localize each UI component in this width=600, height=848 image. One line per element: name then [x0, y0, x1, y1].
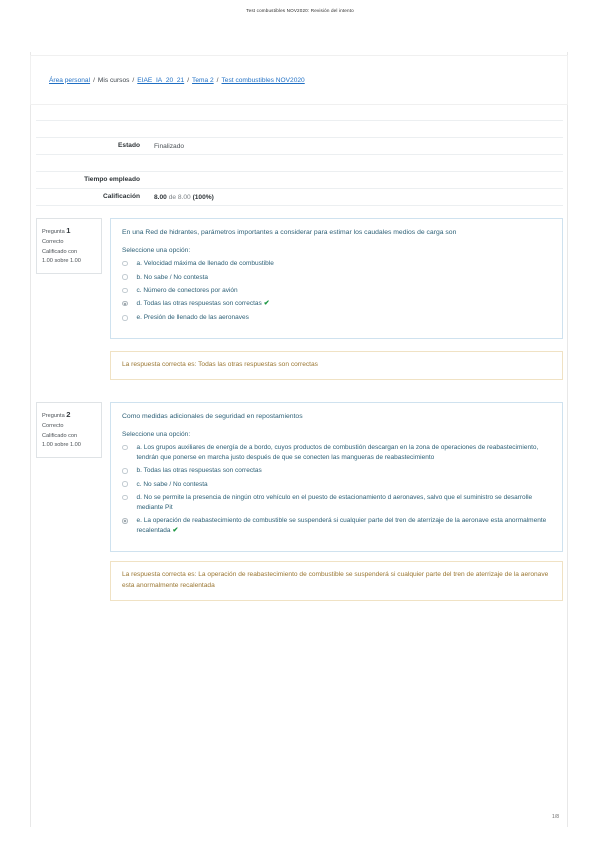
- question-state-1: Correcto: [42, 238, 64, 245]
- summary-value-estado: Finalizado: [146, 138, 563, 155]
- radio-icon[interactable]: [122, 261, 128, 267]
- main-content: [36, 120, 563, 601]
- grade-total: 8.00: [177, 193, 191, 201]
- answer-option-2e[interactable]: [122, 516, 550, 537]
- radio-icon-selected[interactable]: [122, 301, 128, 307]
- question-marked-value-2: 1.00 sobre 1.00: [42, 442, 81, 449]
- answer-label-1d: [137, 299, 551, 310]
- question-marked-label-2: Calificado con: [42, 432, 78, 439]
- summary-label-estado: Estado: [36, 138, 146, 155]
- summary-row-estado: [36, 138, 563, 155]
- answer-option-1e[interactable]: [122, 313, 550, 323]
- question-block-1: [36, 218, 563, 339]
- answer-label-2d: d. No se permite la presencia de ningún otro vehículo en el puesto de estacionamiento d aeronaves, salvo que el suministro se desarrolle mediante Pit: [136, 494, 533, 512]
- answer-label-2e: [137, 516, 551, 537]
- answer-option-2a[interactable]: [122, 443, 550, 463]
- page-number: 1/8: [552, 814, 559, 820]
- question-number-2: 2: [66, 410, 71, 420]
- question-text-2: Como medidas adicionales de seguridad en repostamientos: [122, 413, 303, 421]
- breadcrumb-item-course[interactable]: EIAE_IA_20_21: [137, 76, 185, 84]
- answer-label-text-1d: d. Todas las otras respuestas son correctas: [136, 300, 262, 308]
- question-number-label-2: [42, 408, 97, 422]
- breadcrumb-separator: /: [93, 76, 95, 84]
- grade-of-word: de: [168, 193, 177, 201]
- answer-label-2b: b. Todas las otras respuestas son correctas: [136, 467, 262, 475]
- answer-option-2d[interactable]: [122, 493, 550, 513]
- radio-icon-selected[interactable]: [122, 518, 128, 524]
- radio-icon[interactable]: [122, 481, 128, 487]
- answer-option-1c[interactable]: [122, 286, 550, 296]
- breadcrumb: [49, 77, 305, 84]
- question-state-2: Correcto: [42, 422, 64, 429]
- question-prompt-1: Seleccione una opción:: [122, 247, 191, 255]
- breadcrumb-item-mis-cursos: Mis cursos: [97, 76, 130, 84]
- grade-percent: (100%): [192, 193, 214, 201]
- breadcrumb-separator: /: [187, 76, 190, 84]
- breadcrumb-separator: /: [132, 76, 135, 84]
- answer-option-1a[interactable]: [122, 259, 550, 269]
- grade-earned: 8.00: [154, 193, 167, 201]
- question-number-1: 1: [66, 226, 71, 235]
- radio-icon[interactable]: [122, 468, 128, 474]
- question-feedback-1: La respuesta correcta es: Todas las otras respuestas son correctas: [110, 351, 563, 380]
- summary-spacer-row: [36, 155, 563, 172]
- radio-icon[interactable]: [122, 315, 128, 321]
- question-info-2: [36, 402, 102, 458]
- question-marked-value-1: 1.00 sobre 1.00: [42, 258, 81, 265]
- answer-option-2b[interactable]: [122, 466, 550, 476]
- answer-label-2c: c. No sabe / No contesta: [136, 480, 208, 488]
- summary-label-calificacion: Calificación: [36, 189, 146, 206]
- breadcrumb-container: [30, 55, 568, 105]
- answer-option-1d[interactable]: [122, 299, 550, 310]
- radio-icon[interactable]: [122, 288, 128, 294]
- radio-icon[interactable]: [122, 445, 128, 451]
- breadcrumb-separator: /: [216, 76, 219, 84]
- question-feedback-2: La respuesta correcta es: La operación de reabastecimiento de combustible se suspenderá si cualquier parte del tren de aterrizaje de la aeronave esta anormalmente recalentada: [110, 561, 563, 600]
- breadcrumb-item-quiz[interactable]: Test combustibles NOV2020: [221, 76, 305, 84]
- summary-value-calificacion: [146, 189, 563, 206]
- answer-label-1b: b. No sabe / No contesta: [136, 273, 209, 281]
- question-info-1: [36, 218, 102, 274]
- attempt-summary-table: [36, 120, 563, 206]
- question-marked-label-1: Calificado con: [42, 248, 78, 255]
- breadcrumb-item-area-personal[interactable]: Área personal: [49, 76, 91, 84]
- answer-label-1e: e. Presión de llenado de las aeronaves: [136, 314, 249, 322]
- summary-value-tiempo: [146, 172, 563, 189]
- radio-icon[interactable]: [122, 274, 128, 280]
- summary-row-tiempo: [36, 172, 563, 189]
- summary-spacer-row: [36, 121, 563, 138]
- print-header-title: Test combustibles NOV2020: Revisión del intento: [246, 8, 354, 13]
- answer-label-2a: a. Los grupos auxiliares de energía de a bordo, cuyos productos de combustión descargan en la zona de operaciones de reabastecimiento, tendrán que ponerse en marcha justo después de que se conecten las mangueras de reabastecimiento: [136, 444, 539, 462]
- answer-option-1b[interactable]: [122, 273, 550, 283]
- question-word-1: Pregunta: [42, 229, 65, 235]
- question-block-2: [36, 402, 563, 552]
- breadcrumb-item-tema[interactable]: Tema 2: [192, 76, 214, 84]
- correct-check-icon: ✔: [263, 300, 270, 308]
- question-number-label-1: [42, 224, 97, 238]
- answer-label-text-2e: e. La operación de reabastecimiento de combustible se suspenderá si cualquier parte del tren de aterrizaje de la aeronave esta anormalmente recalentada: [136, 517, 547, 535]
- summary-label-tiempo: Tiempo empleado: [36, 172, 146, 189]
- question-body-1: [110, 218, 563, 339]
- correct-check-icon: ✔: [172, 527, 179, 535]
- radio-icon[interactable]: [122, 495, 128, 501]
- answer-option-2c[interactable]: [122, 480, 550, 490]
- question-word-2: Pregunta: [42, 413, 65, 420]
- answer-label-1c: c. Número de conectores por avión: [136, 286, 238, 294]
- question-prompt-2: Seleccione una opción:: [122, 431, 191, 439]
- question-text-1: En una Red de hidrantes, parámetros importantes a considerar para estimar los caudales medios de carga son: [122, 229, 457, 236]
- answer-label-1a: a. Velocidad máxima de llenado de combustible: [136, 260, 274, 268]
- question-body-2: [110, 402, 563, 552]
- summary-row-calificacion: [36, 189, 563, 206]
